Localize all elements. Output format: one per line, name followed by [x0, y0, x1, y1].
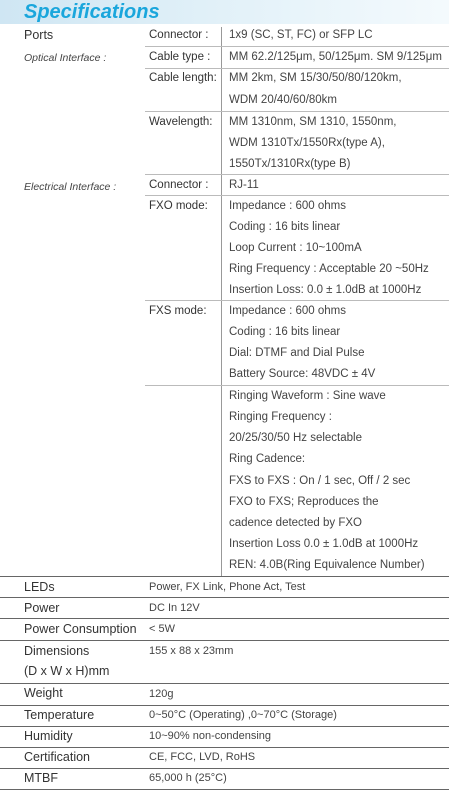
fxo-mode-key: FXO mode:: [149, 200, 208, 212]
cable-type-key: Cable type :: [149, 51, 211, 63]
cable-length-value-1: MM 2km, SM 15/30/50/80/120km,: [229, 72, 402, 84]
divider: [145, 111, 449, 112]
fxs-extra-line-9: REN: 4.0B(Ring Equivalence Number): [229, 559, 425, 571]
fxs-line-4: Battery Source: 48VDC ± 4V: [229, 368, 376, 380]
certification-label: Certification: [24, 750, 90, 764]
power-label: Power: [24, 601, 60, 615]
fxs-mode-key: FXS mode:: [149, 305, 207, 317]
wavelength-value-3: 1550Tx/1310Rx(type B): [229, 158, 351, 170]
weight-label: Weight: [24, 686, 63, 700]
mtbf-value: 65,000 h (25°C): [149, 772, 227, 784]
optical-interface-label: Optical Interface :: [24, 52, 107, 64]
electrical-connector-value: RJ-11: [229, 179, 259, 191]
divider: [0, 789, 449, 790]
mtbf-label: MTBF: [24, 771, 59, 785]
divider: [0, 618, 449, 619]
leds-label: LEDs: [24, 580, 55, 594]
fxo-line-3: Loop Current : 10~100mA: [229, 242, 362, 254]
section-divider: [0, 576, 449, 577]
wavelength-value-2: WDM 1310Tx/1550Rx(type A),: [229, 137, 385, 149]
dimensions-label: Dimensions: [24, 644, 90, 658]
fxs-line-2: Coding : 16 bits linear: [229, 326, 341, 338]
divider: [145, 174, 449, 175]
fxo-line-1: Impedance : 600 ohms: [229, 200, 346, 212]
power-consumption-value: < 5W: [149, 623, 175, 635]
weight-value: 120g: [149, 688, 174, 700]
temperature-label: Temperature: [24, 708, 95, 722]
title-bar: [0, 0, 449, 24]
optical-connector-value: 1x9 (SC, ST, FC) or SFP LC: [229, 29, 373, 41]
divider: [0, 640, 449, 641]
certification-value: CE, FCC, LVD, RoHS: [149, 751, 256, 763]
divider: [145, 385, 449, 386]
cable-length-key: Cable length:: [149, 72, 217, 84]
dimensions-value: 155 x 88 x 23mm: [149, 645, 234, 657]
power-consumption-label: Power Consumption: [24, 622, 137, 636]
divider: [145, 46, 449, 47]
fxs-extra-line-1: Ringing Waveform : Sine wave: [229, 390, 386, 402]
divider: [0, 747, 449, 748]
divider: [0, 768, 449, 769]
divider: [0, 705, 449, 706]
fxs-extra-line-4: Ring Cadence:: [229, 453, 306, 465]
leds-value: Power, FX Link, Phone Act, Test: [149, 581, 306, 593]
temperature-value: 0~50°C (Operating) ,0~70°C (Storage): [149, 709, 337, 721]
dimensions-label-2: (D x W x H)mm: [24, 664, 110, 678]
fxs-extra-line-8: Insertion Loss 0.0 ± 1.0dB at 1000Hz: [229, 538, 419, 550]
divider: [145, 68, 449, 69]
ports-label: Ports: [24, 28, 54, 42]
optical-connector-key: Connector :: [149, 29, 209, 41]
fxo-line-5: Insertion Loss: 0.0 ± 1.0dB at 1000Hz: [229, 284, 422, 296]
column-divider: [221, 27, 222, 576]
fxo-line-2: Coding : 16 bits linear: [229, 221, 341, 233]
fxs-extra-line-2: Ringing Frequency :: [229, 411, 332, 423]
wavelength-key: Wavelength:: [149, 116, 213, 128]
power-value: DC In 12V: [149, 602, 200, 614]
divider: [145, 300, 449, 301]
fxo-line-4: Ring Frequency : Acceptable 20 ~50Hz: [229, 263, 429, 275]
electrical-interface-label: Electrical Interface :: [24, 181, 117, 193]
fxs-extra-line-6: FXO to FXS; Reproduces the: [229, 496, 379, 508]
page-title: Specifications: [24, 1, 160, 23]
fxs-extra-line-5: FXS to FXS : On / 1 sec, Off / 2 sec: [229, 475, 411, 487]
humidity-value: 10~90% non-condensing: [149, 730, 272, 742]
cable-length-value-2: WDM 20/40/60/80km: [229, 94, 338, 106]
humidity-label: Humidity: [24, 729, 73, 743]
cable-type-value: MM 62.2/125μm, 50/125μm. SM 9/125μm: [229, 51, 442, 63]
fxs-line-1: Impedance : 600 ohms: [229, 305, 346, 317]
divider: [145, 195, 449, 196]
fxs-extra-line-7: cadence detected by FXO: [229, 517, 362, 529]
divider: [0, 597, 449, 598]
divider: [0, 683, 449, 684]
wavelength-value-1: MM 1310nm, SM 1310, 1550nm,: [229, 116, 397, 128]
fxs-extra-line-3: 20/25/30/50 Hz selectable: [229, 432, 362, 444]
fxs-line-3: Dial: DTMF and Dial Pulse: [229, 347, 365, 359]
divider: [0, 726, 449, 727]
electrical-connector-key: Connector :: [149, 179, 209, 191]
